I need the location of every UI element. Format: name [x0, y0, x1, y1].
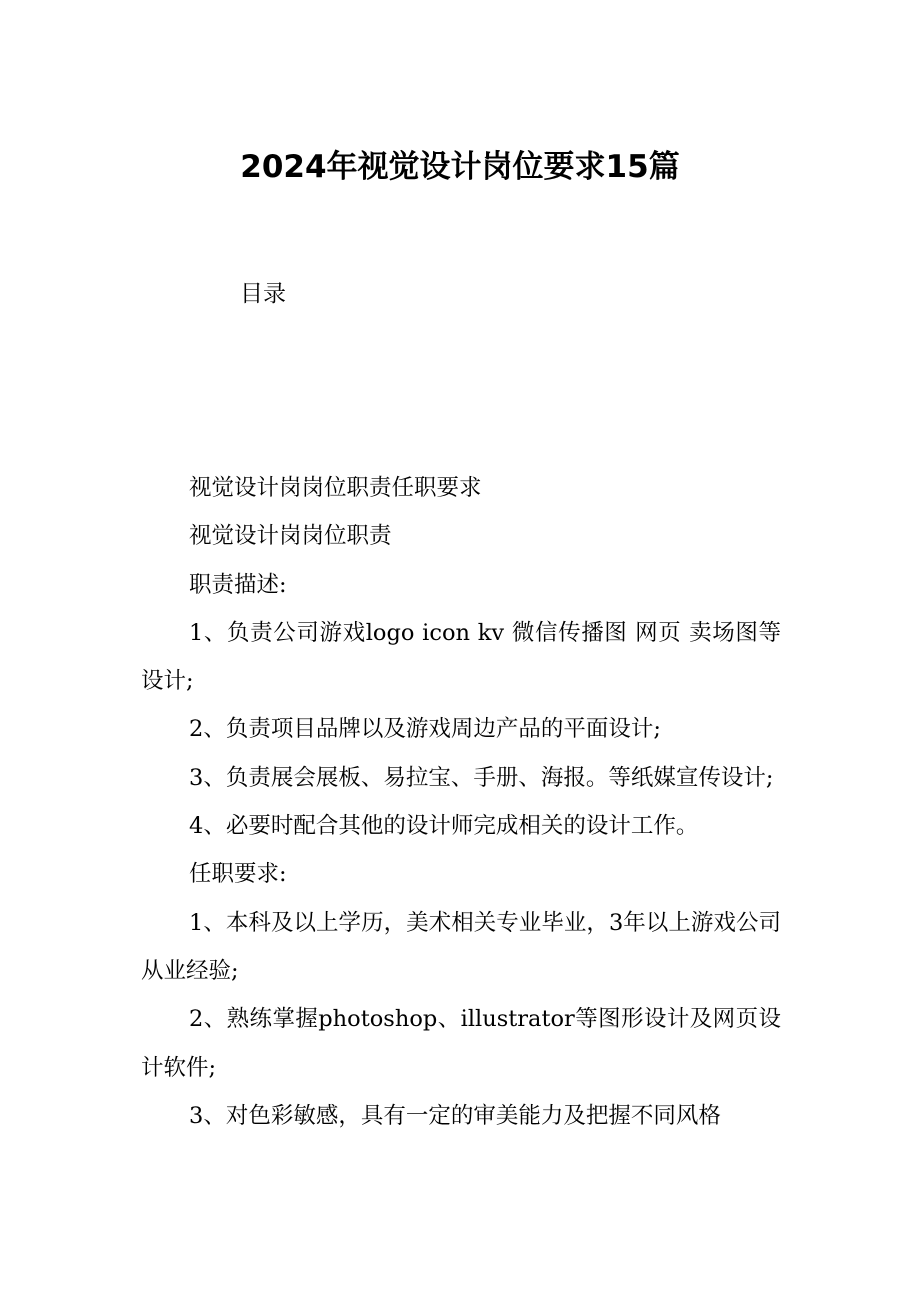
requirement-item-1: 1、本科及以上学历，美术相关专业毕业，3年以上游戏公司从业经验; — [141, 909, 781, 984]
requirements-label: 任职要求: — [189, 861, 287, 888]
duty-item-1: 1、负责公司游戏logo icon kv 微信传播图 网页 卖场图等设计; — [141, 619, 781, 695]
document-body — [141, 464, 781, 1140]
requirement-item-3: 3、对色彩敏感，具有一定的审美能力及把握不同风格 — [189, 1102, 721, 1129]
toc-label: 目录 — [240, 281, 286, 307]
duties-label: 职责描述: — [189, 571, 287, 598]
duty-item-4: 4、必要时配合其他的设计师完成相关的设计工作。 — [189, 813, 699, 840]
duty-item-3: 3、负责展会展板、易拉宝、手册、海报。等纸媒宣传设计; — [189, 764, 774, 791]
page-title: 2024年视觉设计岗位要求15篇 — [240, 149, 680, 185]
subsection-heading: 视觉设计岗岗位职责 — [189, 523, 392, 550]
duty-item-2: 2、负责项目品牌以及游戏周边产品的平面设计; — [189, 716, 661, 743]
section-heading: 视觉设计岗岗位职责任职要求 — [189, 475, 482, 501]
requirement-item-2: 2、熟练掌握photoshop、illustrator等图形设计及网页设计软件; — [141, 1006, 781, 1081]
